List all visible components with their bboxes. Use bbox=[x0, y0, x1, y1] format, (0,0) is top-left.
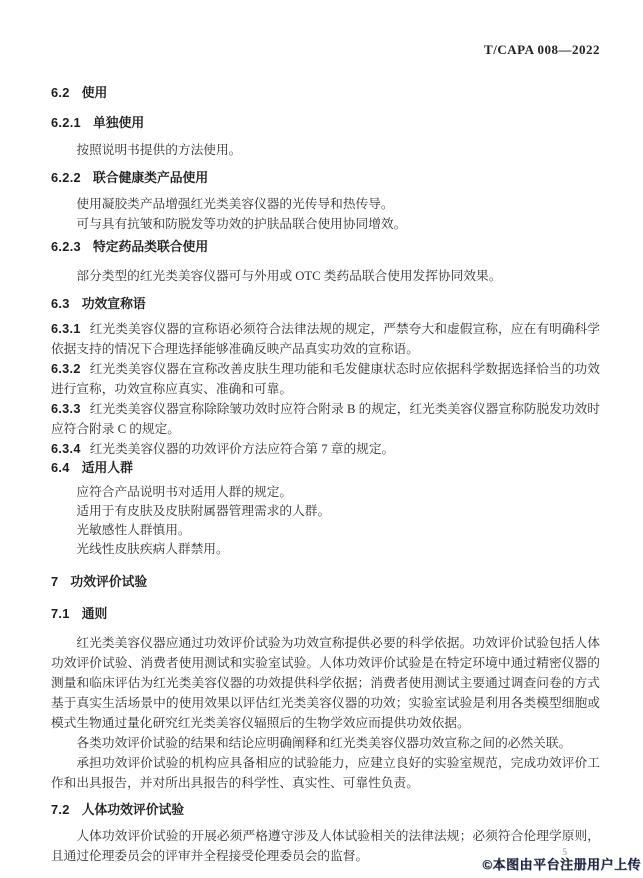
heading-6-2-3 bbox=[51, 238, 600, 255]
clause-6-3-3 bbox=[51, 399, 600, 439]
paragraph-6-4-d: 光线性皮肤疾病人群禁用。 bbox=[76, 542, 229, 556]
heading-6-2 bbox=[51, 84, 600, 101]
heading-title: 通则 bbox=[81, 606, 108, 621]
heading-title: 联合健康类产品使用 bbox=[92, 170, 209, 185]
clause-number: 6.3.1 bbox=[51, 322, 81, 336]
paragraph-7-1-c: 承担功效评价试验的机构应具备相应的试验能力，应建立良好的实验室规范，完成功效评价工作和出具报告，并对所出具报告的科学性、真实性、可靠性负责。 bbox=[51, 756, 600, 790]
paragraph-6-4-c: 光敏感性人群慎用。 bbox=[76, 523, 191, 537]
heading-6-2-1 bbox=[51, 114, 600, 131]
heading-7-1 bbox=[51, 605, 600, 622]
heading-number: 6.4 bbox=[51, 460, 70, 475]
heading-6-4 bbox=[51, 459, 600, 476]
standard-number: T/CAPA 008—2022 bbox=[484, 42, 600, 57]
clause-text: 红光类美容仪器的功效评价方法应符合第 7 章的规定。 bbox=[89, 442, 395, 456]
clause-text: 红光类美容仪器宣称除除皱功效时应符合附录 B 的规定，红光类美容仪器宣称防脱发功效时应符合附录 C 的规定。 bbox=[51, 402, 600, 436]
page-number: 5 bbox=[562, 848, 567, 858]
heading-number: 6.2.3 bbox=[51, 239, 81, 254]
heading-number: 6.2 bbox=[51, 85, 70, 100]
paragraph-7-1-b: 各类功效评价试验的结果和结论应明确阐释和红光类美容仪器功效宣称之间的必然关联。 bbox=[76, 736, 572, 750]
clause-list bbox=[51, 319, 600, 459]
heading-6-2-2 bbox=[51, 169, 600, 186]
clause-6-3-4 bbox=[51, 439, 600, 459]
heading-title: 人体功效评价试验 bbox=[81, 802, 185, 817]
uploader-watermark: ©本图由平台注册用户上传 bbox=[482, 857, 641, 872]
heading-number: 6.2.1 bbox=[51, 115, 81, 130]
clause-number: 6.3.3 bbox=[51, 402, 81, 416]
document-content bbox=[0, 42, 643, 866]
clause-number: 6.3.2 bbox=[51, 362, 81, 376]
heading-number: 7.1 bbox=[51, 606, 70, 621]
clause-number: 6.3.4 bbox=[51, 442, 81, 456]
paragraph-6-4-b: 适用于有皮肤及皮肤附属器管理需求的人群。 bbox=[76, 504, 331, 518]
heading-number: 6.3 bbox=[51, 296, 70, 311]
paragraph-6-2-2-a: 使用凝胶类产品增强红光类美容仪器的光传导和热传导。 bbox=[76, 197, 394, 211]
clause-text: 红光类美容仪器的宣称语必须符合法律法规的规定，严禁夸大和虚假宣称，应在有明确科学依据支持的情况下合理选择能够准确反映产品真实功效的宣称语。 bbox=[51, 322, 600, 356]
paragraph-7-1-a: 红光类美容仪器应通过功效评价试验为功效宣称提供必要的科学依据。功效评价试验包括人体功效评价试验、消费者使用测试和实验室试验。人体功效评价试验是在特定环境中通过精密仪器的测量和临床评估为红光类美容仪器的功效提供科学依据；消费者使用测试主要通过调查问卷的方式基于真实生活场景中的使用效果以评估红光类美容仪器的功效；实验室试验是利用各类模型细胞或模式生物通过量化研究红光类美容仪辐照后的生物学效应而提供功效依据。 bbox=[51, 636, 600, 730]
clause-text: 红光类美容仪器在宣称改善皮肤生理功能和毛发健康状态时应依据科学数据选择恰当的功效进行宣称，功效宣称应真实、准确和可靠。 bbox=[51, 362, 600, 396]
paragraph-7-2: 人体功效评价试验的开展必须严格遵守涉及人体试验相关的法律法规；必须符合伦理学原则，且通过伦理委员会的评审并全程接受伦理委员会的监督。 bbox=[51, 829, 600, 863]
heading-number: 6.2.2 bbox=[51, 170, 81, 185]
heading-title: 使用 bbox=[81, 85, 108, 100]
paragraph-6-2-2-b: 可与具有抗皱和防脱发等功效的护肤品联合使用协同增效。 bbox=[76, 217, 407, 231]
heading-title: 单独使用 bbox=[92, 115, 145, 130]
paragraph-6-4-a: 应符合产品说明书对适用人群的规定。 bbox=[76, 485, 293, 499]
heading-number: 7 bbox=[51, 574, 59, 589]
document-header bbox=[51, 42, 600, 58]
heading-title: 适用人群 bbox=[81, 460, 133, 475]
heading-title: 功效宣称语 bbox=[81, 296, 146, 311]
heading-title: 特定药品类联合使用 bbox=[92, 239, 209, 254]
heading-7 bbox=[51, 573, 600, 590]
heading-6-3 bbox=[51, 295, 600, 312]
heading-7-2 bbox=[51, 801, 600, 818]
heading-title: 功效评价试验 bbox=[70, 574, 148, 589]
paragraph-6-2-3: 部分类型的红光类美容仪器可与外用或 OTC 类药品联合使用发挥协同效果。 bbox=[76, 269, 502, 283]
heading-number: 7.2 bbox=[51, 802, 70, 817]
clause-6-3-2 bbox=[51, 359, 600, 399]
paragraph-6-2-1: 按照说明书提供的方法使用。 bbox=[76, 143, 242, 157]
clause-6-3-1 bbox=[51, 319, 600, 359]
